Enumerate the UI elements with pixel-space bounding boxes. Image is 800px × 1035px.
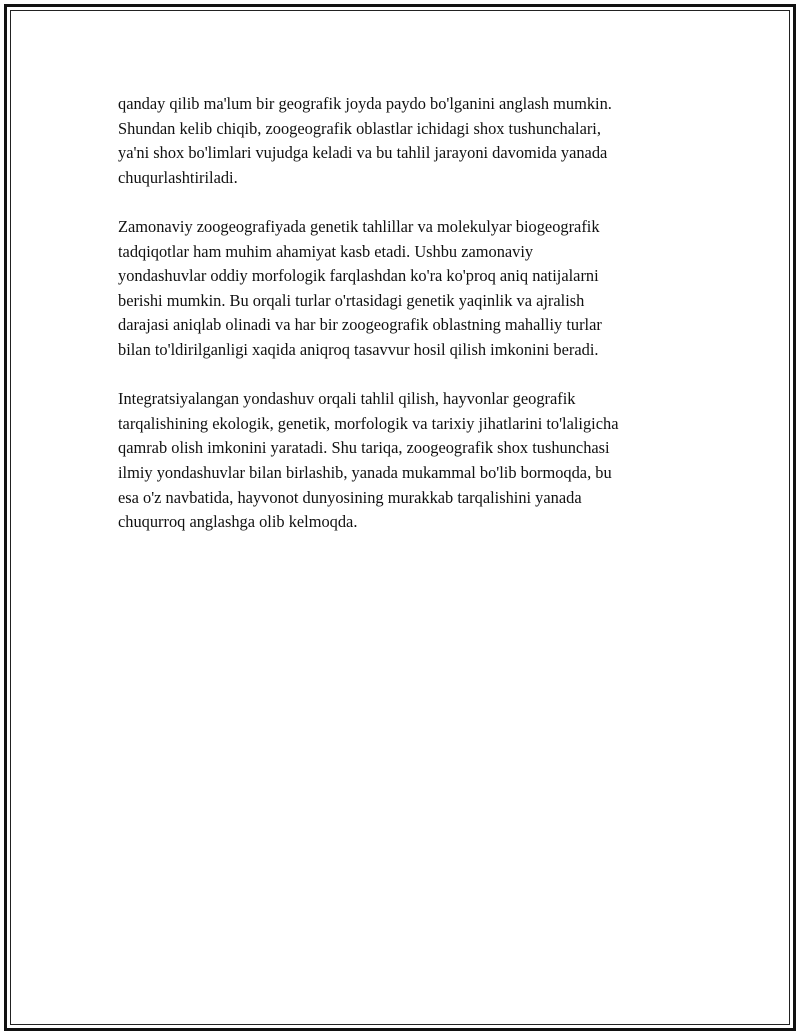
paragraph-1-line-2: Shundan kelib chiqib, zoogeografik oblastlar ichidagi shox tushunchalari, (118, 118, 601, 138)
paragraph-2-line-4: berishi mumkin. Bu orqali turlar o'rtasidagi genetik yaqinlik va ajralish (118, 290, 585, 310)
paragraph-2-line-3: yondashuvlar oddiy morfologik farqlashdan ko'ra ko'proq aniq natijalarni (118, 266, 599, 286)
paragraph-3-line-4: ilmiy yondashuvlar bilan birlashib, yanada mukammal bo'lib bormoqda, bu (118, 462, 612, 482)
paragraph-3 (118, 387, 698, 535)
paragraph-3-line-3: qamrab olish imkonini yaratadi. Shu tariqa, zoogeografik shox tushunchasi (118, 438, 610, 458)
paragraph-3-line-2: tarqalishining ekologik, genetik, morfologik va tarixiy jihatlarini to'laligicha (118, 413, 619, 433)
document-body (118, 92, 698, 559)
paragraph-2-line-1: Zamonaviy zoogeografiyada genetik tahlillar va molekulyar biogeografik (118, 216, 600, 236)
paragraph-3-line-5: esa o'z navbatida, hayvonot dunyosining murakkab tarqalishini yanada (118, 487, 582, 507)
paragraph-1-line-4: chuqurlashtiriladi. (118, 167, 238, 187)
paragraph-1-line-3: ya'ni shox bo'limlari vujudga keladi va bu tahlil jarayoni davomida yanada (118, 143, 608, 163)
paragraph-2 (118, 215, 698, 363)
paragraph-2-line-2: tadqiqotlar ham muhim ahamiyat kasb etadi. Ushbu zamonaviy (118, 241, 534, 261)
paragraph-1-line-1: qanday qilib ma'lum bir geografik joyda paydo bo'lganini anglash mumkin. (118, 94, 612, 113)
paragraph-3-line-1: Integratsiyalangan yondashuv orqali tahlil qilish, hayvonlar geografik (118, 389, 576, 409)
paragraph-3-line-6: chuqurroq anglashga olib kelmoqda. (118, 512, 358, 532)
paragraph-1 (118, 92, 698, 190)
paragraph-2-line-6: bilan to'ldirilganligi xaqida aniqroq tasavvur hosil qilish imkonini beradi. (118, 339, 599, 359)
paragraph-2-line-5: darajasi aniqlab olinadi va har bir zoogeografik oblastning mahalliy turlar (118, 315, 602, 335)
